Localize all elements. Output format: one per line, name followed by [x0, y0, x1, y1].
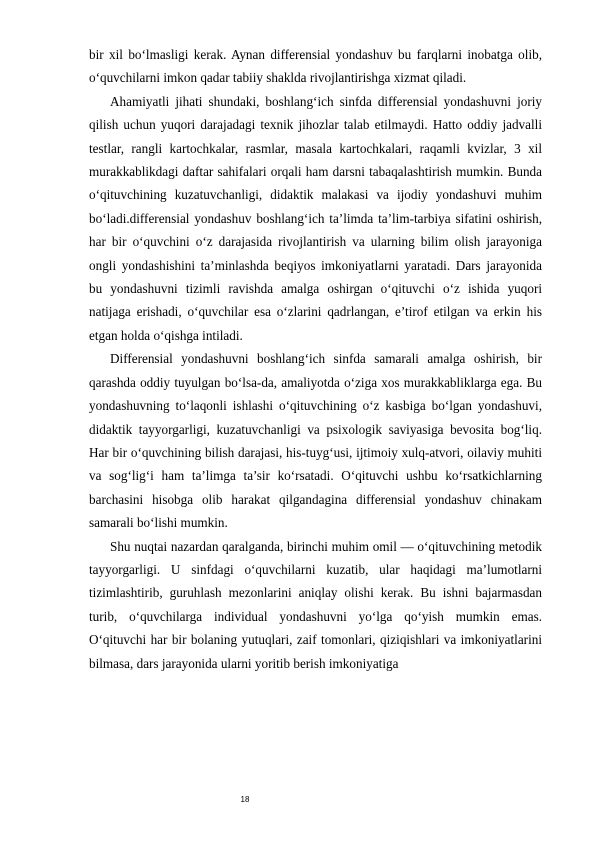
page-number: 18	[240, 795, 250, 804]
paragraph: Shu nuqtai nazardan qaralganda, birinchi muhim omil — o‘qituvchining metodik tayyorgarligi. U sinfdagi o‘quvchilarni kuzatib, ular haqidagi ma’lumotlarni tizimlashtirib, guruhlash mezonlarini aniqlay olishi kerak. Bu ishni bajarmasdan turib, o‘quvchilarga individual yondashuvni yo‘lga qo‘yish mumkin emas. O‘qituvchi har bir bolaning yutuqlari, zaif tomonlari, qiziqishlari va imkoniyatlarini bilmasa, dars jarayonida ularni yoritib berish imkoniyatiga	[89, 538, 542, 671]
paragraph-continued: bir xil bo‘lmasligi kerak. Aynan differensial yondashuv bu farqlarni inobatga olib, o‘quvchilarni imkon qadar tabiiy shaklda rivojlantirishga xizmat qiladi.	[89, 47, 542, 86]
paragraph: Differensial yondashuvni boshlang‘ich sinfda samarali amalga oshirish, bir qarashda oddiy tuyulgan bo‘lsa-da, amaliyotda o‘ziga xos murakkabliklarga ega. Bu yondashuvning to‘laqonli ishlashi o‘qituvchining o‘z kasbiga bo‘lgan yondashuvi, didaktik tayyorgarligi, kuzatuvchanligi va psixologik saviyasiga bevosita bog‘liq. Har bir o‘quvchining bilish darajasi, his-tuyg‘usi, ijtimoiy xulq-atvori, oilaviy muhiti va sog‘lig‘i ham ta’limga ta’sir ko‘rsatadi. O‘qituvchi ushbu ko‘rsatkichlarning barchasini hisobga olib harakat qilgandagina differensial yondashuv chinakam samarali bo‘lishi mumkin.	[89, 351, 542, 531]
paragraph: Ahamiyatli jihati shundaki, boshlang‘ich sinfda differensial yondashuvni joriy qilish uchun yuqori darajadagi texnik jihozlar talab etilmaydi. Hatto oddiy jadvalli testlar, rangli kartochkalar, rasmlar, masala kartochkalari, raqamli kvizlar, 3 xil murakkablikdagi daftar sahifalari orqali ham darsni tabaqalashtirish mumkin. Bunda o‘qituvchining kuzatuvchanligi, didaktik malakasi va ijodiy yondashuvi muhim bo‘ladi.differensial yondashuv boshlang‘ich ta’limda ta’lim-tarbiya sifatini oshirish, har bir o‘quvchini o‘z darajasida rivojlantirish va ularning bilim olish jarayoniga ongli yondashishini ta’minlashda beqiyos imkoniyatlarni yaratadi. Dars jarayonida bu yondashuvni tizimli ravishda amalga oshirgan o‘qituvchi o‘z ishida yuqori natijaga erishadi, o‘quvchilar esa o‘zlarini qadrlangan, e’tirof etilgan va erkin his etgan holda o‘qishga intiladi.	[89, 93, 542, 343]
body-text	[89, 43, 542, 675]
